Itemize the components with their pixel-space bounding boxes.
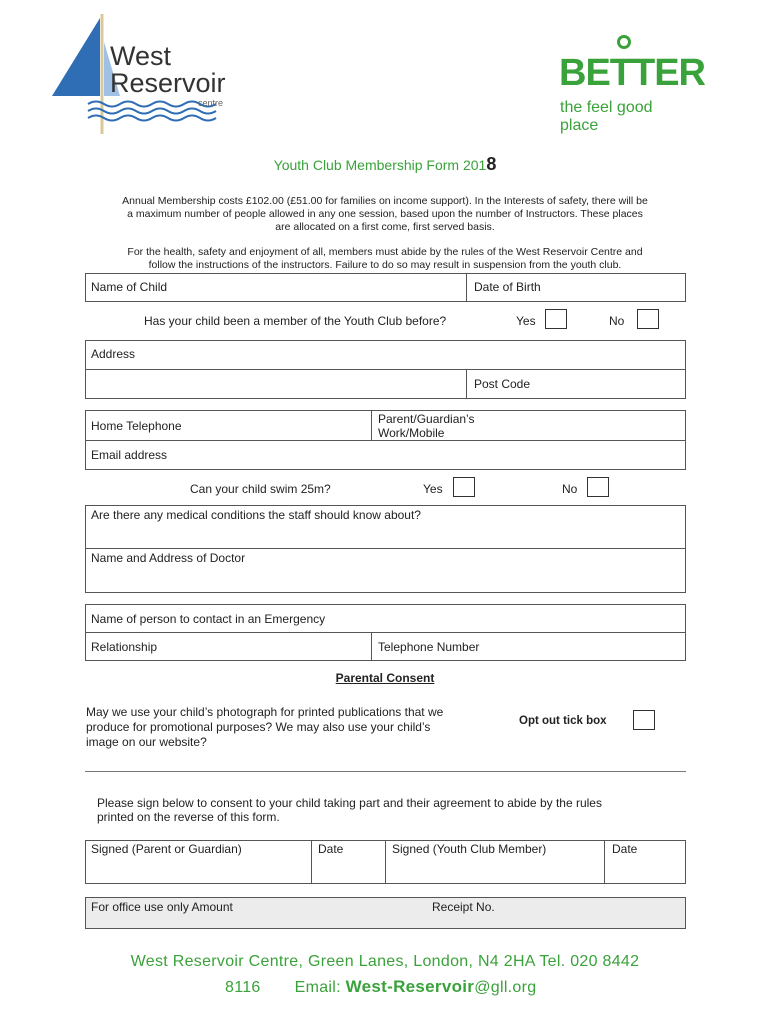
footer-email-prefix: Email: <box>294 979 346 996</box>
swim-yes-label: Yes <box>423 482 443 496</box>
logo-text-west: West <box>110 41 172 71</box>
guardian-phone-label: Parent/Guardian’s Work/Mobile <box>378 412 475 440</box>
opt-out-checkbox[interactable] <box>633 710 655 730</box>
parental-consent-heading: Parental Consent <box>335 671 435 685</box>
footer-phone-suffix: 8116 <box>225 979 261 996</box>
signed-member-label: Signed (Youth Club Member) <box>392 842 547 856</box>
footer-address: West Reservoir Centre, Green Lanes, London, N4 2HA Tel. 020 8442 <box>130 953 640 970</box>
better-logo <box>555 35 705 134</box>
footer-email-bold[interactable]: West-Reservoir <box>345 977 475 996</box>
footer-email-line <box>225 977 536 997</box>
signed-parent-label: Signed (Parent or Guardian) <box>91 842 242 856</box>
better-tagline: the feel good place <box>560 99 653 134</box>
home-telephone-label: Home Telephone <box>91 419 182 433</box>
date-label-1: Date <box>318 842 344 856</box>
name-of-child-label: Name of Child <box>91 280 168 294</box>
intro-paragraph-1: Annual Membership costs £102.00 (£51.00 for families on income support). In the Interests of safety, there will be a maximum number of people allowed in any one session, based upon the number of Instructors. These places are allocated on a first come, first served basis. <box>122 195 648 233</box>
child-name-row[interactable] <box>85 273 686 302</box>
email-address-label: Email address <box>91 448 168 462</box>
sign-instruction: Please sign below to consent to your child taking part and their agreement to abide by the rules printed on the reverse of this form. <box>97 796 602 824</box>
swim-question: Can your child swim 25m? <box>190 482 331 496</box>
post-code-label: Post Code <box>474 377 531 391</box>
medical-conditions-label: Are there any medical conditions the staff should know about? <box>91 508 421 522</box>
member-yes-checkbox[interactable] <box>545 309 567 329</box>
office-amount-label: For office use only Amount <box>91 900 233 914</box>
member-yes-label: Yes <box>516 314 536 328</box>
better-o-icon <box>617 35 631 49</box>
swim-no-checkbox[interactable] <box>587 477 609 497</box>
date-of-birth-label: Date of Birth <box>474 280 541 294</box>
photo-consent-text: May we use your child’s photograph for printed publications that we produce for promotional purposes? We may also use your child’s image on our website? <box>86 705 444 749</box>
address-label: Address <box>91 347 136 361</box>
logo-text-centre: centre <box>198 98 224 108</box>
member-no-label: No <box>609 314 625 328</box>
doctor-label: Name and Address of Doctor <box>91 551 246 565</box>
member-no-checkbox[interactable] <box>637 309 659 329</box>
emergency-contact-label: Name of person to contact in an Emergency <box>91 612 326 626</box>
date-label-2: Date <box>612 842 638 856</box>
member-before-question: Has your child been a member of the Youth Club before? <box>144 314 447 328</box>
west-reservoir-logo <box>48 12 248 137</box>
opt-out-label: Opt out tick box <box>519 715 607 727</box>
better-word: BETTER <box>559 52 705 94</box>
swim-yes-checkbox[interactable] <box>453 477 475 497</box>
receipt-no-label: Receipt No. <box>432 900 495 914</box>
swim-no-label: No <box>562 482 578 496</box>
signature-line <box>85 771 686 772</box>
page-title: Youth Club Membership Form 2018 <box>273 154 497 174</box>
telephone-number-label: Telephone Number <box>378 640 480 654</box>
logo-text-reservoir: Reservoir <box>110 68 226 98</box>
intro-paragraph-2: For the health, safety and enjoyment of all, members must abide by the rules of the West Reservoir Centre and follow the instructions of the instructors. Failure to do so may result in suspension from the youth club. <box>127 246 643 271</box>
footer-email-suffix: @gll.org <box>474 979 537 996</box>
relationship-label: Relationship <box>91 640 158 654</box>
